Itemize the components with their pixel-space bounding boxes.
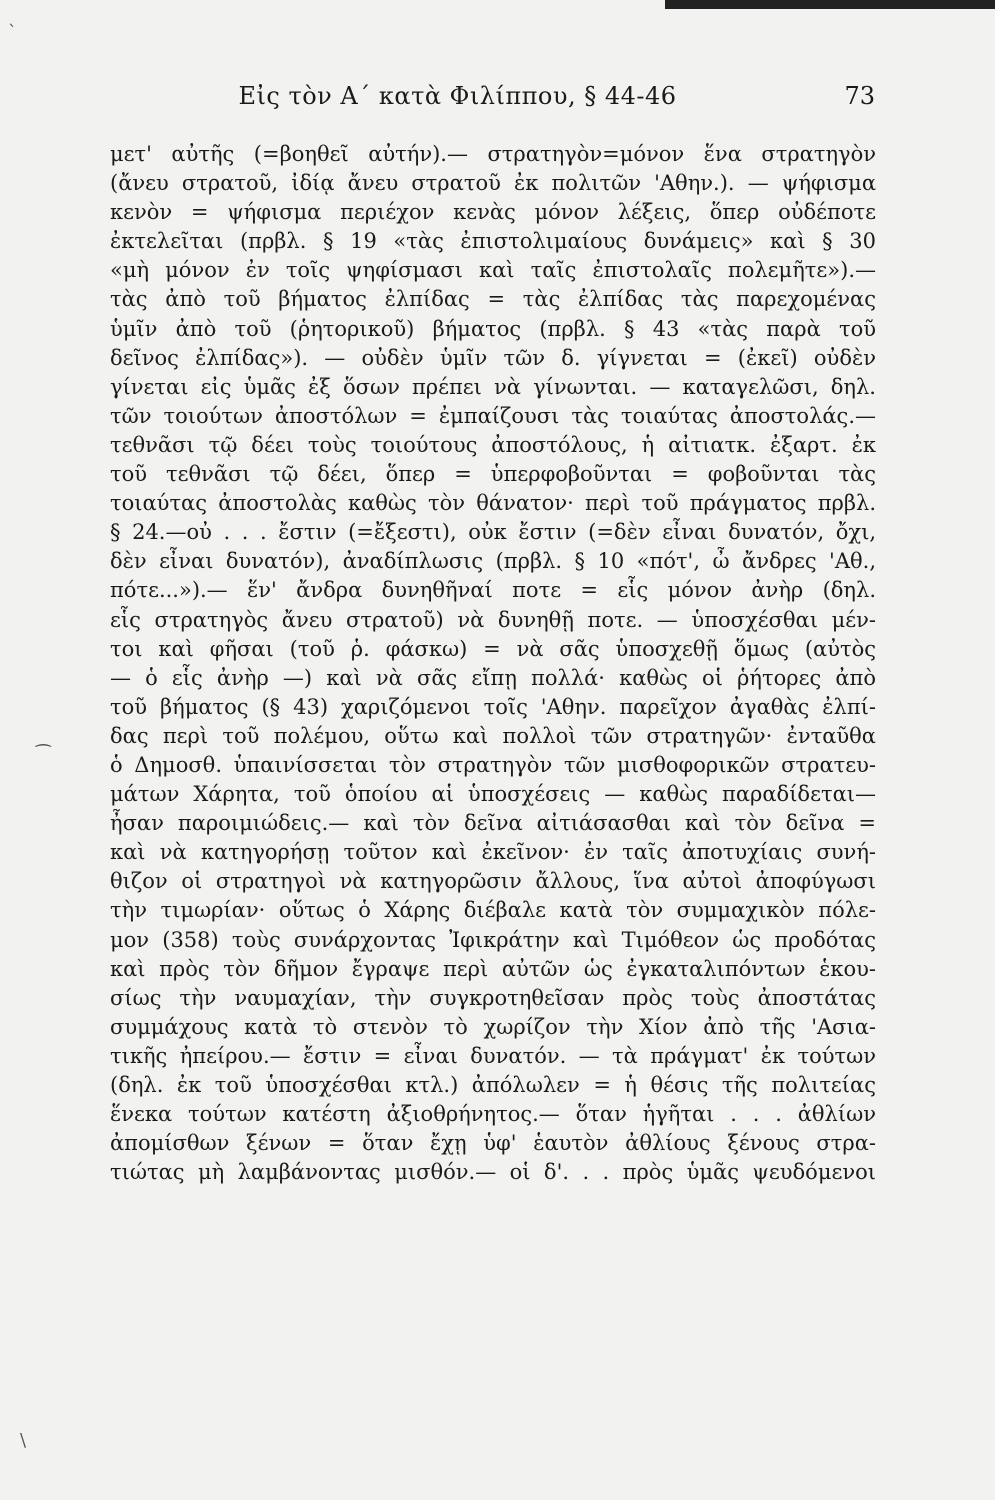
text-line: κενὸν = ψήφισμα περιέχον κενὰς μόνον λέξεις, ὅπερ οὐδέποτε — [110, 200, 876, 225]
text-line: δὲν εἶναι δυνατόν), ἀναδίπλωσις (πρβλ. § 10 «πότ', ὦ ἄνδρες 'Αθ., — [110, 549, 876, 574]
text-line: τεθνᾶσι τῷ δέει τοὺς τοιούτους ἀποστόλους, ἡ αἰτιατκ. ἐξαρτ. ἐκ — [110, 432, 876, 457]
margin-speck: ` — [8, 22, 17, 43]
text-line: καὶ πρὸς τὸν δῆμον ἔγραψε περὶ αὐτῶν ὡς ἐγκαταλιπόντων ἑκου- — [110, 956, 876, 981]
text-line: τοι καὶ φῆσαι (τοῦ ῥ. φάσκω) = νὰ σᾶς ὑποσχεθῇ ὅμως (αὐτὸς — [110, 636, 876, 661]
text-line: δας περὶ τοῦ πολέμου, οὕτω καὶ πολλοὶ τῶν στρατηγῶν· ἐνταῦθα — [110, 723, 876, 748]
running-title: Εἰς τὸν Α΄ κατὰ Φιλίππου, § 44-46 — [238, 82, 677, 110]
text-line: μετ' αὐτῆς (=βοηθεῖ αὐτήν).— στρατηγὸν=μόνον ἕνα στρατηγὸν — [110, 142, 876, 166]
text-line: μον (358) τοὺς συνάρχοντας Ἰφικράτην καὶ Τιμόθεον ὡς προδότας — [110, 927, 876, 952]
text-line: (ἄνευ στρατοῦ, ἰδίᾳ ἄνευ στρατοῦ ἐκ πολιτῶν 'Αθην.). — ψήφισμα — [110, 171, 876, 196]
text-line: «μὴ μόνον ἐν τοῖς ψηφίσμασι καὶ ταῖς ἐπιστολαῖς πολεμῆτε»).— — [110, 258, 876, 283]
commentary-text — [110, 140, 876, 1187]
text-line: τοῦ βήματος (§ 43) χαριζόμενοι τοῖς 'Αθην. παρεῖχον ἀγαθὰς ἐλπί- — [110, 694, 876, 719]
text-line: τῶν τοιούτων ἀποστόλων = ἐμπαίζουσι τὰς τοιαύτας ἀποστολάς.— — [110, 403, 876, 428]
text-line: γίνεται εἰς ὑμᾶς ἐξ ὅσων πρέπει νὰ γίνωνται. — καταγελῶσι, δηλ. — [110, 374, 876, 399]
text-line: τὰς ἀπὸ τοῦ βήματος ἐλπίδας = τὰς ἐλπίδας τὰς παρεχομένας — [110, 287, 876, 312]
text-line: ἐκτελεῖται (πρβλ. § 19 «τὰς ἐπιστολιμαίους δυνάμεις» καὶ § 30 — [110, 229, 876, 254]
text-line: τικῆς ἠπείρου.— ἔστιν = εἶναι δυνατόν. — τὰ πράγματ' ἐκ τούτων — [110, 1043, 876, 1068]
text-line: τὴν τιμωρίαν· οὕτως ὁ Χάρης διέβαλε κατὰ τὸν συμμαχικὸν πόλε- — [110, 898, 876, 923]
page-number: 73 — [844, 82, 875, 110]
text-line: ἦσαν παροιμιώδεις.— καὶ τὸν δεῖνα αἰτιάσασθαι καὶ τὸν δεῖνα = — [110, 811, 876, 836]
text-line: μάτων Χάρητα, τοῦ ὁποίου αἱ ὑποσχέσεις — καθὼς παραδίδεται— — [110, 782, 876, 807]
text-line: καὶ νὰ κατηγορήσῃ τοῦτον καὶ ἐκεῖνον· ἐν ταῖς ἀποτυχίαις συνή- — [110, 840, 876, 865]
text-line: δεῖνος ἐλπίδας»). — οὐδὲν ὑμῖν τῶν δ. γίγνεται = (ἐκεῖ) οὐδὲν — [110, 345, 876, 370]
text-line: — ὁ εἷς ἀνὴρ —) καὶ νὰ σᾶς εἴπῃ πολλά· καθὼς οἱ ῥήτορες ἀπὸ — [110, 665, 876, 690]
running-header — [110, 78, 875, 118]
top-edge-bar — [665, 0, 995, 9]
text-line: εἷς στρατηγὸς ἄνευ στρατοῦ) νὰ δυνηθῇ ποτε. — ὑποσχέσθαι μέν- — [110, 607, 876, 632]
text-line: σίως τὴν ναυμαχίαν, τὴν συγκροτηθεῖσαν πρὸς τοὺς ἀποστάτας — [110, 985, 876, 1010]
text-line: τιώτας μὴ λαμβάνοντας μισθόν.— οἱ δ'. . . πρὸς ὑμᾶς ψευδόμενοι — [110, 1160, 876, 1185]
text-line: συμμάχους κατὰ τὸ στενὸν τὸ χωρίζον τὴν Χίον ἀπὸ τῆς 'Ασια- — [110, 1014, 876, 1039]
margin-speck: ⁀ — [36, 745, 51, 766]
text-line: πότε...»).— ἕν' ἄνδρα δυνηθῆναί ποτε = εἷς μόνον ἀνὴρ (δηλ. — [110, 578, 876, 603]
text-line: ἀπομίσθων ξένων = ὅταν ἔχῃ ὑφ' ἑαυτὸν ἀθλίους ξένους στρα- — [110, 1131, 876, 1156]
text-line: § 24.—οὐ . . . ἔστιν (=ἔξεστι), οὐκ ἔστιν (=δὲν εἶναι δυνατόν, ὄχι, — [110, 520, 876, 545]
text-line: τοῦ τεθνᾶσι τῷ δέει, ὅπερ = ὑπερφοβοῦνται = φοβοῦνται τὰς — [110, 462, 876, 487]
text-line: ὑμῖν ἀπὸ τοῦ (ῥητορικοῦ) βήματος (πρβλ. § 43 «τὰς παρὰ τοῦ — [110, 316, 876, 341]
text-line: ἕνεκα τούτων κατέστη ἀξιοθρήνητος.— ὅταν ἡγῆται . . . ἀθλίων — [110, 1102, 876, 1127]
text-line: ὁ Δημοσθ. ὑπαινίσσεται τὸν στρατηγὸν τῶν μισθοφορικῶν στρατευ- — [110, 752, 876, 777]
text-line: (δηλ. ἐκ τοῦ ὑποσχέσθαι κτλ.) ἀπόλωλεν = ἡ θέσις τῆς πολιτείας — [110, 1073, 876, 1097]
text-line: τοιαύτας ἀποστολὰς καθὼς τὸν θάνατον· περὶ τοῦ πράγματος πρβλ. — [110, 491, 876, 516]
text-line: θιζον οἱ στρατηγοὶ νὰ κατηγορῶσιν ἄλλους, ἵνα αὐτοὶ ἀποφύγωσι — [110, 869, 876, 894]
margin-speck: \ — [20, 1430, 27, 1451]
